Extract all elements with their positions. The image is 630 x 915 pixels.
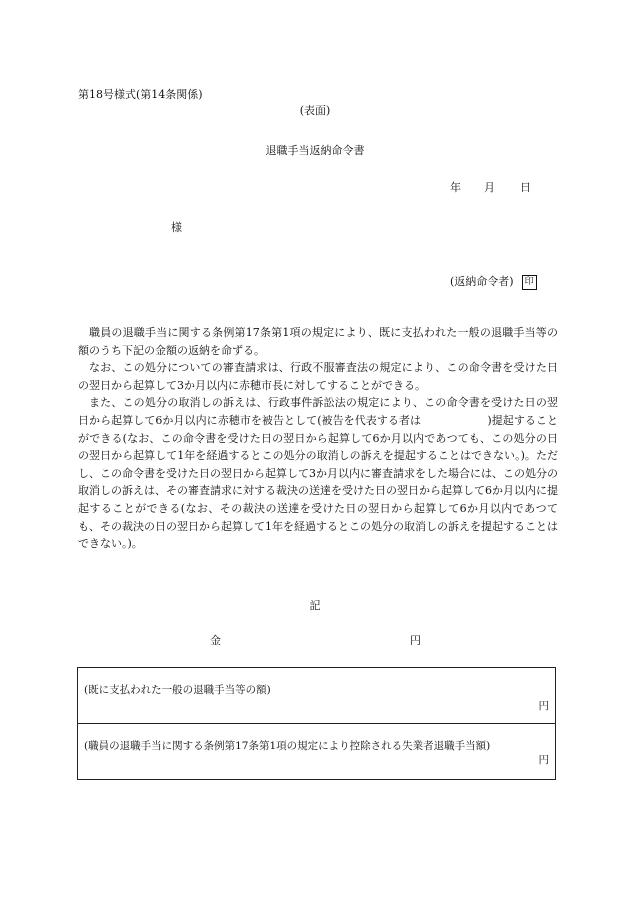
body-paragraph-1: 職員の退職手当に関する条例第17条第1項の規定により、既に支払われた一般の退職手当等の額のうち下記の金額の返納を命ずる。 [78, 326, 558, 357]
record-heading: 記 [309, 599, 321, 612]
orderer-label: (返納命令者) [450, 275, 514, 288]
table-row-label: (既に支払われた一般の退職手当等の額) [84, 684, 271, 696]
body-paragraph-2: なお、この処分についての審査請求は、行政不服審査法の規定により、この命令書を受けた日の翌日から起算して3か月以内に赤穂市長に対してすることができる。 [78, 361, 558, 392]
date-day: 日 [520, 181, 531, 194]
date-month: 月 [484, 181, 495, 194]
date-line [450, 179, 531, 195]
amount-unit: 円 [410, 634, 421, 647]
table-row [78, 724, 555, 780]
document-title: 退職手当返納命令書 [265, 144, 365, 157]
body-paragraph-3: また、この処分の取消しの訴えは、行政事件訴訟法の規定により、この命令書を受けた日の翌日から起算して6か月以内に赤穂市を被告として(被告を代表する者は )提起することができる(なお、この命令書を受けた日の翌日から起算して6か月以内であつても、この処分の日の翌日から起算して1年を経過するとこの処分の取消しの訴えを提起することはできない。)。ただし、この命令書を受けた日の翌日から起算して3か月以内に審査請求をした場合には、この処分の取消しの訴えは、その審査請求に対する裁決の送達を受けた日の翌日から起算して6か月以内に提起することができる(なお、その裁決の送達を受けた日の翌日から起算して6か月以内であつても、その裁決の日の翌日から起算して1年を経過するとこの処分の取消しの訴えを提起することはできない。)。 [78, 396, 558, 551]
table-row-unit: 円 [538, 754, 549, 766]
orderer-line [450, 273, 537, 290]
table-row-label: (職員の退職手当に関する条例第17条第1項の規定により控除される失業者退職手当額) [84, 740, 491, 752]
table-row [78, 668, 555, 724]
recipient-honorific: 様 [171, 221, 182, 234]
face-label: (表面) [299, 104, 331, 117]
body-text [78, 324, 558, 553]
seal-mark: 印 [522, 275, 537, 290]
form-number: 第18号様式(第14条関係) [78, 88, 203, 101]
table-row-unit: 円 [538, 700, 549, 712]
detail-table [77, 667, 556, 780]
amount-label: 金 [210, 634, 221, 647]
date-year: 年 [450, 181, 461, 194]
